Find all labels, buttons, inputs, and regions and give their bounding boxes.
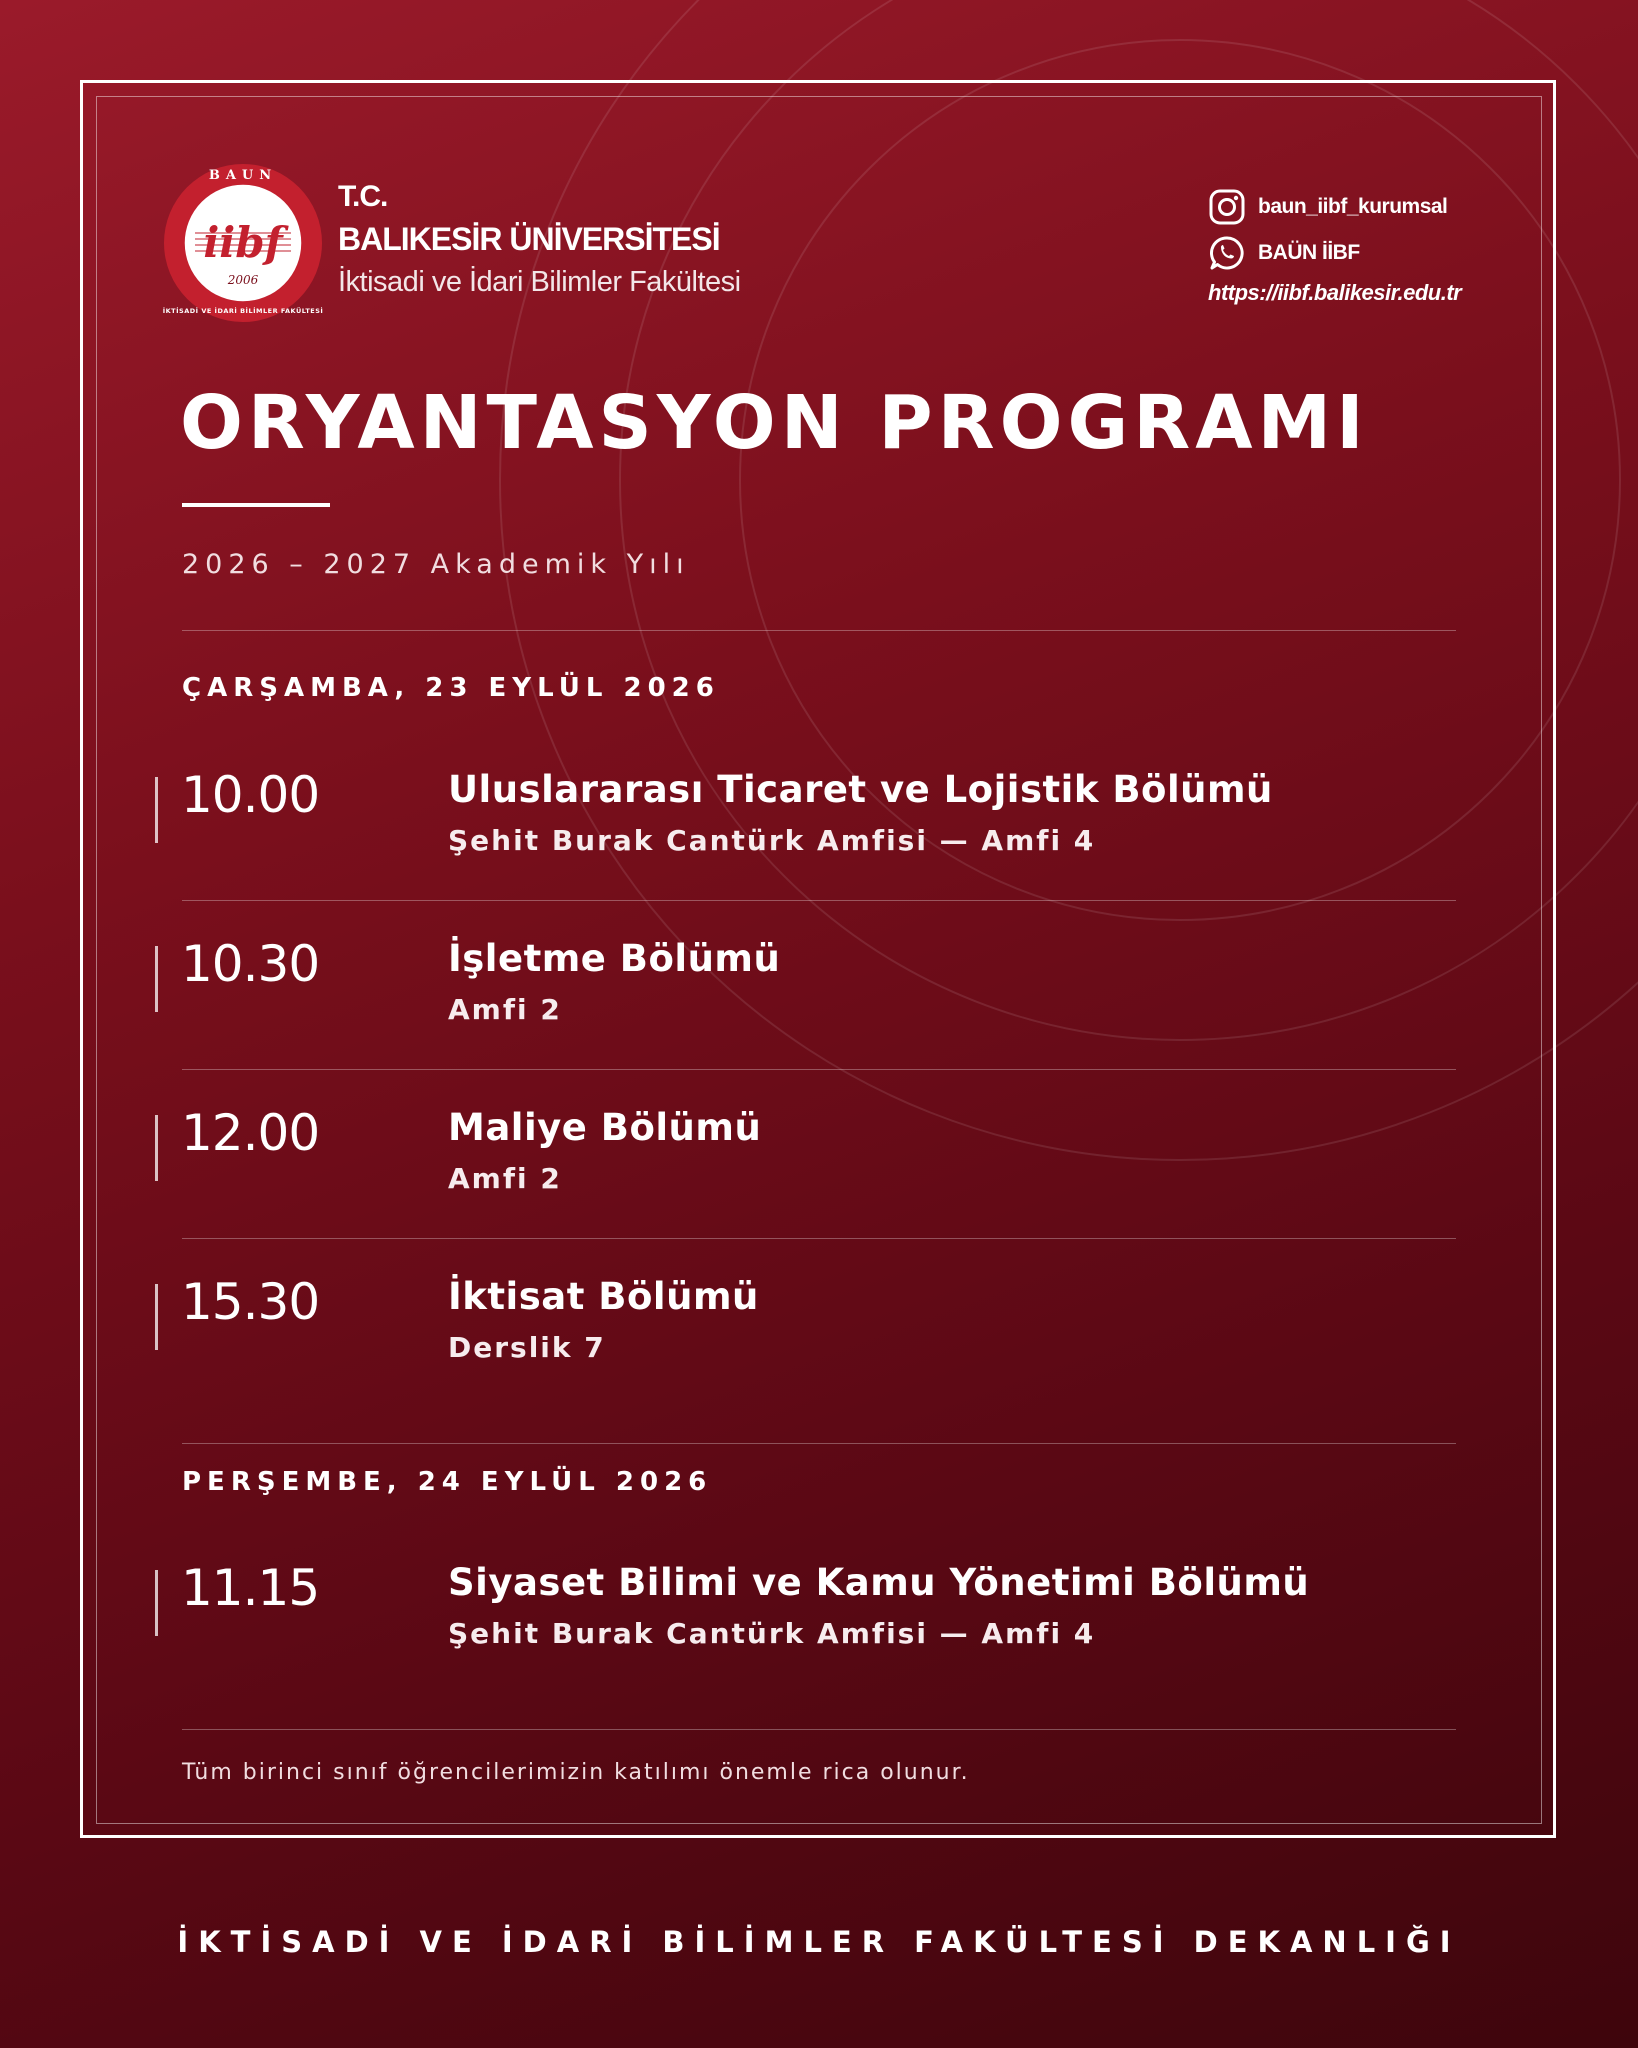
time-marker — [155, 1570, 158, 1636]
day-heading-wednesday: ÇARŞAMBA, 23 EYLÜL 2026 — [182, 673, 720, 703]
divider — [182, 1729, 1456, 1730]
logo-monogram: iibf — [203, 218, 283, 267]
instagram-row[interactable] — [1208, 184, 1461, 230]
whatsapp-icon — [1208, 234, 1246, 272]
schedule-item — [155, 1093, 1456, 1203]
schedule-item — [155, 755, 1456, 865]
event-location: Şehit Burak Cantürk Amfisi — Amfi 4 — [448, 824, 1096, 857]
time-marker — [155, 777, 158, 843]
logo-year: 2006 — [227, 273, 259, 287]
university-name: BALIKESİR ÜNİVERSİTESİ — [338, 221, 720, 257]
divider — [182, 1069, 1456, 1070]
title-underline — [182, 503, 330, 507]
schedule-item — [155, 1548, 1456, 1658]
footer-deanery: İKTİSADİ VE İDARİ BİLİMLER FAKÜLTESİ DEKANLIĞI — [177, 1925, 1461, 1959]
time-marker — [155, 1284, 158, 1350]
event-location: Amfi 2 — [448, 1162, 562, 1195]
tc-label: T.C. — [338, 180, 388, 213]
event-time: 15.30 — [181, 1273, 320, 1331]
event-time: 12.00 — [181, 1104, 320, 1162]
instagram-icon — [1208, 188, 1246, 226]
schedule-item — [155, 1262, 1456, 1372]
page-title: ORYANTASYON PROGRAMI — [180, 380, 1369, 466]
event-department: Siyaset Bilimi ve Kamu Yönetimi Bölümü — [448, 1561, 1310, 1604]
whatsapp-row[interactable] — [1208, 230, 1461, 276]
instagram-handle[interactable]: baun_iibf_kurumsal — [1258, 195, 1448, 218]
event-department: İktisat Bölümü — [448, 1275, 759, 1318]
logo-arc-text: BAUN — [208, 168, 278, 183]
divider — [182, 900, 1456, 901]
divider — [182, 1238, 1456, 1239]
day-heading-thursday: PERŞEMBE, 24 EYLÜL 2026 — [182, 1467, 713, 1497]
event-time: 11.15 — [181, 1559, 320, 1617]
event-department: Uluslararası Ticaret ve Lojistik Bölümü — [448, 768, 1273, 811]
website-link[interactable]: https://iibf.balikesir.edu.tr — [1208, 280, 1462, 305]
event-location: Amfi 2 — [448, 993, 562, 1026]
whatsapp-name[interactable]: BAÜN İİBF — [1258, 241, 1360, 264]
divider — [182, 630, 1456, 631]
faculty-name: İktisadi ve İdari Bilimler Fakültesi — [338, 266, 741, 298]
logo-ring-text: İKTİSADİ VE İDARİ BİLİMLER FAKÜLTESİ — [163, 307, 323, 315]
event-location: Derslik 7 — [448, 1331, 606, 1364]
social-block — [1208, 184, 1461, 306]
event-department: Maliye Bölümü — [448, 1106, 762, 1149]
event-time: 10.30 — [181, 935, 320, 993]
divider — [182, 1443, 1456, 1444]
event-time: 10.00 — [181, 766, 320, 824]
time-marker — [155, 946, 158, 1012]
event-location: Şehit Burak Cantürk Amfisi — Amfi 4 — [448, 1617, 1096, 1650]
faculty-logo — [163, 163, 323, 323]
time-marker — [155, 1115, 158, 1181]
schedule-item — [155, 924, 1456, 1034]
attendance-note: Tüm birinci sınıf öğrencilerimizin katılımı önemle rica olunur. — [182, 1760, 970, 1785]
university-block — [338, 178, 741, 302]
academic-year: 2026 – 2027 Akademik Yılı — [182, 549, 690, 580]
event-department: İşletme Bölümü — [448, 937, 781, 980]
